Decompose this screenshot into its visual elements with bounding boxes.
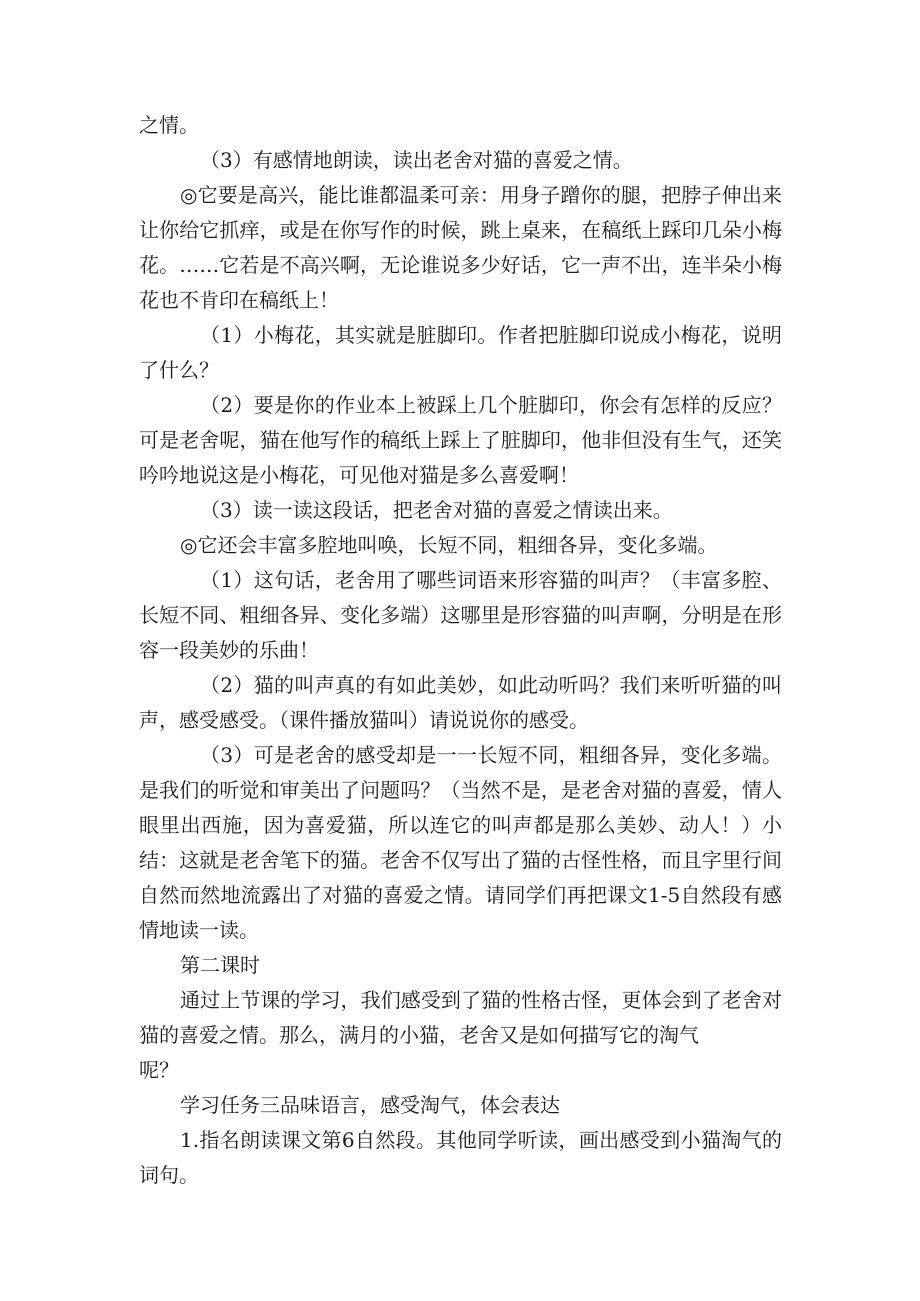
paragraph-7: ◎它还会丰富多腔地叫唤，长短不同，粗细各异，变化多端。: [180, 533, 718, 557]
paragraph-5: （2）要是你的作业本上被踩上几个脏脚印，你会有怎样的反应？可是老舍呢，猫在他写作的稿纸上踩上了脏脚印，他非但没有生气，还笑吟吟地说这是小梅花，可见他对猫是多么喜爱啊！: [139, 393, 782, 487]
paragraph-2: （3）有感情地朗读，读出老舍对猫的喜爱之情。: [200, 148, 633, 172]
paragraph-4: （1）小梅花，其实就是脏脚印。作者把脏脚印说成小梅花，说明了什么？: [139, 323, 782, 382]
paragraph-9: （2）猫的叫声真的有如此美妙，如此动听吗？我们来听听猫的叫声，感受感受。（课件播放猫叫）请说说你的感受。: [139, 673, 782, 732]
task-heading: 学习任务三品味语言，感受淘气，体会表达: [180, 1093, 560, 1117]
paragraph-13: 呢？: [139, 1058, 179, 1082]
paragraph-15: 1.指名朗读课文第6自然段。其他同学听读，画出感受到小猫淘气的词句。: [139, 1128, 782, 1187]
paragraph-3: ◎它要是高兴，能比谁都温柔可亲：用身子蹭你的腿，把脖子伸出来让你给它抓痒，或是在你写作的时候，跳上桌来，在稿纸上踩印几朵小梅花。……它若是不高兴啊，无论谁说多少好话，它一声不出，连半朵小梅花也不肯印在稿纸上！: [139, 183, 782, 312]
paragraph-1: 之情。: [139, 113, 199, 137]
paragraph-12: 通过上节课的学习，我们感受到了猫的性格古怪，更体会到了老舍对猫的喜爱之情。那么，满月的小猫，老舍又是如何描写它的淘气: [139, 988, 782, 1047]
document-page: [139, 108, 782, 1193]
paragraph-10: （3）可是老舍的感受却是一一长短不同，粗细各异，变化多端。是我们的听觉和审美出了问题吗？（当然不是，是老舍对猫的喜爱，情人眼里出西施，因为喜爱猫，所以连它的叫声都是那么美妙、动人！）小结：这就是老舍笔下的猫。老舍不仅写出了猫的古怪性格，而且字里行间自然而然地流露出了对猫的喜爱之情。请同学们再把课文1-5自然段有感情地读一读。: [139, 743, 782, 942]
paragraph-8: （1）这句话，老舍用了哪些词语来形容猫的叫声？（丰富多腔、长短不同、粗细各异、变化多端）这哪里是形容猫的叫声啊，分明是在形容一段美妙的乐曲！: [139, 568, 782, 662]
section-heading: 第二课时: [180, 953, 260, 977]
paragraph-6: （3）读一读这段话，把老舍对猫的喜爱之情读出来。: [200, 498, 673, 522]
